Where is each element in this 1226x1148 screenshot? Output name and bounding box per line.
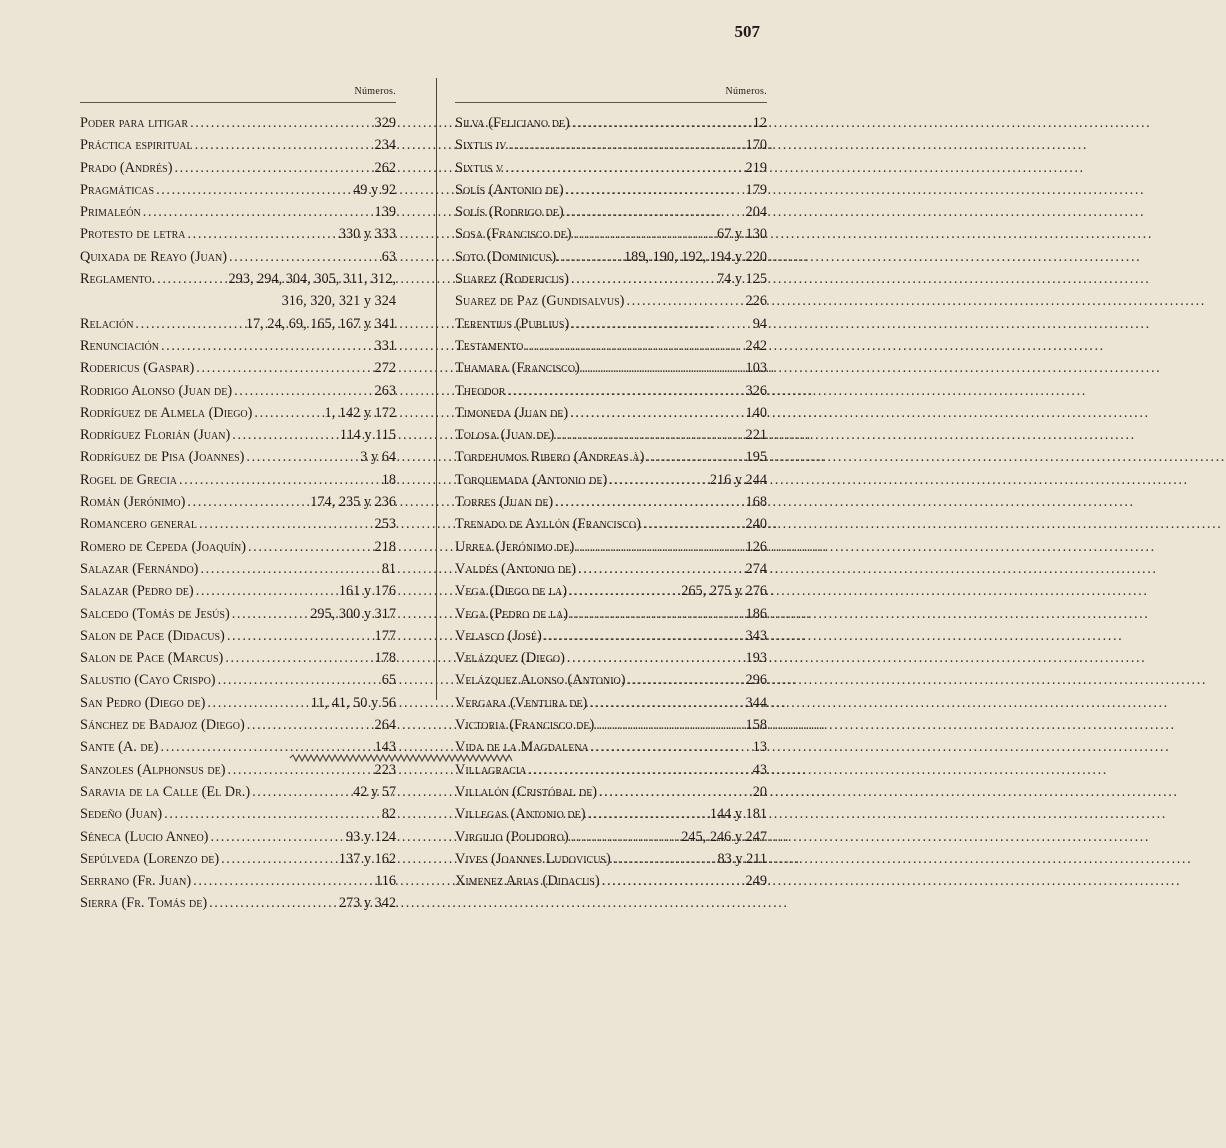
- entry-numbers: 219: [745, 159, 767, 176]
- index-entry: [80, 536, 396, 558]
- entry-name: Villagracia: [455, 761, 527, 778]
- index-entry: [455, 268, 767, 290]
- dot-leader: [252, 402, 324, 424]
- entry-numbers: 216 y 244: [709, 471, 767, 488]
- entry-numbers: 178: [374, 650, 396, 667]
- entry-numbers: 204: [745, 204, 767, 221]
- index-entry: [455, 179, 767, 201]
- index-entry: [80, 134, 396, 156]
- entry-numbers: 158: [745, 717, 767, 734]
- index-entry: [455, 223, 767, 245]
- entry-numbers: 81: [381, 560, 396, 577]
- dot-leader: [230, 603, 310, 625]
- index-entry: [80, 179, 396, 201]
- index-entry: [80, 625, 396, 647]
- dot-leader: [505, 380, 745, 402]
- entry-name: Serrano (Fr. Juan): [80, 873, 192, 890]
- index-entry: [80, 268, 396, 290]
- entry-name: Silva (Feliciano de): [455, 115, 570, 131]
- dot-leader: [526, 759, 752, 781]
- index-entry: [80, 402, 396, 424]
- entry-name: Velázquez Alonso (Antonio): [455, 672, 626, 689]
- index-entry: [455, 669, 767, 691]
- index-entry: [80, 313, 396, 335]
- entry-numbers: 195: [745, 449, 767, 466]
- index-column-left: [80, 86, 396, 915]
- entry-name: Vives (Joannes Ludovicus): [455, 850, 611, 867]
- entry-numbers: 143: [374, 739, 396, 756]
- dot-leader: [219, 848, 339, 870]
- index-entry: [80, 647, 396, 669]
- entry-numbers: 18: [381, 471, 396, 488]
- index-entry: [455, 469, 767, 491]
- entry-name: Poder para litigar: [80, 115, 189, 131]
- entry-name: Sierra (Fr. Tomás de): [80, 895, 208, 912]
- entry-numbers: 139: [374, 204, 396, 221]
- entry-name: Sosa (Francisco de): [455, 226, 572, 243]
- index-entry: [80, 580, 396, 602]
- entry-name: Rodríguez de Almela (Diego): [80, 404, 253, 421]
- index-entry: [455, 134, 767, 156]
- dot-leader: [585, 803, 709, 825]
- dot-leader: [193, 134, 375, 156]
- entry-numbers: 329: [374, 115, 396, 131]
- index-entry: [455, 647, 767, 669]
- entry-numbers: 193: [745, 650, 767, 667]
- index-entry: [80, 446, 396, 468]
- dot-leader: [177, 469, 382, 491]
- column-header: Números.: [80, 86, 396, 103]
- entry-numbers: 1, 142 y 172: [324, 404, 396, 421]
- entry-numbers: 17, 24, 69, 165, 167 y 341: [245, 315, 396, 332]
- index-entry: [455, 692, 767, 714]
- entry-numbers: 263: [374, 382, 396, 399]
- entry-numbers: 114 y 115: [339, 427, 396, 444]
- dot-leader: [194, 580, 339, 602]
- index-entry: [455, 714, 767, 736]
- index-entry: [455, 513, 767, 535]
- index-entry: [455, 781, 767, 803]
- index-entries: [80, 112, 396, 915]
- dot-leader: [250, 781, 353, 803]
- index-column-right: [455, 86, 767, 892]
- index-entry: [455, 603, 767, 625]
- entry-name: Rodrigo Alonso (Juan de): [80, 382, 233, 399]
- dot-leader: [159, 335, 375, 357]
- index-entry: [455, 580, 767, 602]
- dot-leader: [589, 736, 753, 758]
- entry-name: Protesto de letra: [80, 226, 186, 243]
- entry-numbers: 67 y 130: [716, 226, 767, 243]
- entry-name: Salon de Pace (Didacus): [80, 627, 225, 644]
- dot-leader: [188, 112, 374, 134]
- entry-numbers: 20: [752, 783, 767, 800]
- entry-name: Soto (Dominicus).: [455, 248, 560, 265]
- entry-name: Ximenez Arias (Didacus): [455, 873, 600, 890]
- dot-leader: [503, 157, 745, 179]
- index-entry: [455, 848, 767, 870]
- entry-name: Terentius (Publius): [455, 315, 570, 332]
- dot-leader: [194, 357, 374, 379]
- entry-name: Salon de Pace (Marcus): [80, 650, 224, 667]
- dot-leader: [223, 647, 374, 669]
- entry-numbers: 177: [374, 627, 396, 644]
- entry-name: Vega (Diego de la): [455, 583, 567, 600]
- entry-numbers: 265, 275 y 276: [681, 583, 767, 600]
- index-entry: [455, 157, 767, 179]
- column-header: Números.: [455, 86, 767, 103]
- index-entry: [80, 848, 396, 870]
- index-entry: [455, 357, 767, 379]
- entry-numbers: 11, 41, 50 y 56: [310, 694, 396, 711]
- entry-name: Virgilio (Polidoro): [455, 828, 569, 845]
- entry-numbers: 93 y 124: [345, 828, 396, 845]
- entry-name: Séneca (Lucio Anneo): [80, 828, 209, 845]
- entry-name: Reglamento.: [80, 271, 156, 288]
- entry-name: Testamento: [455, 337, 524, 354]
- dot-leader: [133, 313, 245, 335]
- entry-name: Rogel de Grecia: [80, 471, 177, 488]
- entry-numbers: 326: [745, 382, 767, 399]
- dot-leader: [154, 179, 353, 201]
- index-entry: [80, 803, 396, 825]
- dot-leader: [594, 714, 745, 736]
- entry-numbers: 137 y 162: [338, 850, 396, 867]
- entry-numbers: 63: [381, 248, 396, 265]
- dot-leader: [568, 603, 746, 625]
- entry-name: Romero de Cepeda (Joaquín): [80, 538, 246, 555]
- entry-name: Sánchez de Badajoz (Diego): [80, 717, 245, 734]
- dot-leader: [624, 290, 745, 312]
- entry-numbers: 116: [375, 873, 396, 890]
- entry-name: Relación: [80, 315, 134, 332]
- entry-numbers: 240: [745, 516, 767, 533]
- entry-name: Quixada de Reayo (Juan): [80, 248, 227, 265]
- dot-leader: [641, 513, 746, 535]
- dot-leader: [564, 201, 746, 223]
- index-entry: [455, 536, 767, 558]
- index-entry: [80, 469, 396, 491]
- index-entry: [80, 513, 396, 535]
- dot-leader: [580, 357, 746, 379]
- entry-name: Suarez de Paz (Gundisalvus): [455, 293, 625, 310]
- index-entry: [80, 781, 396, 803]
- entry-numbers: 161 y 176: [338, 583, 396, 600]
- entry-numbers: 223: [374, 761, 396, 778]
- dot-leader: [207, 892, 339, 914]
- index-entry: [455, 446, 767, 468]
- entry-name: Salcedo (Tomás de Jesús): [80, 605, 230, 622]
- entry-numbers: 168: [745, 494, 767, 511]
- index-entry: [455, 826, 767, 848]
- dot-leader: [185, 491, 310, 513]
- entry-name: Rodericus (Gaspar): [80, 360, 195, 377]
- entry-name: Saravia de la Calle (El Dr.): [80, 783, 251, 800]
- entry-numbers: 249: [745, 873, 767, 890]
- index-entry: [80, 424, 396, 446]
- index-entry: [80, 290, 396, 312]
- entry-numbers: 43: [752, 761, 767, 778]
- entry-numbers: 126: [745, 538, 767, 555]
- dot-leader: [597, 781, 753, 803]
- entry-name: Valdés (Antonio de): [455, 560, 577, 577]
- index-entry: [80, 357, 396, 379]
- index-entry: [455, 803, 767, 825]
- entry-name: Primaleón: [80, 204, 141, 221]
- entry-name: Vergara (Ventura de): [455, 694, 588, 711]
- dot-leader: [244, 446, 360, 468]
- entry-numbers: 186: [745, 605, 767, 622]
- dot-leader: [227, 246, 382, 268]
- entry-numbers: 262: [374, 159, 396, 176]
- index-entry: [455, 625, 767, 647]
- dot-leader: [198, 558, 381, 580]
- dot-leader: [225, 625, 375, 647]
- entry-numbers: 242: [745, 337, 767, 354]
- entry-numbers: 344: [745, 694, 767, 711]
- index-entry: [80, 201, 396, 223]
- entry-name: San Pedro (Diego de): [80, 694, 206, 711]
- entry-name: Vega (Pedro de la): [455, 605, 568, 622]
- entry-numbers: 218: [374, 538, 396, 555]
- entry-name: Práctica espiritual: [80, 137, 193, 154]
- entry-numbers: 179: [745, 181, 767, 198]
- column-divider: [436, 78, 437, 700]
- dot-leader: [162, 803, 382, 825]
- dot-leader: [611, 848, 718, 870]
- index-entry: [455, 335, 767, 357]
- dot-leader: [230, 424, 340, 446]
- index-entry: [80, 380, 396, 402]
- entry-name: Salazar (Pedro de): [80, 583, 194, 600]
- index-entry: [455, 558, 767, 580]
- entry-numbers: 3 y 64: [360, 449, 396, 466]
- index-entry: [455, 246, 767, 268]
- dot-leader: [565, 647, 746, 669]
- dot-leader: [197, 513, 375, 535]
- entry-numbers: 272: [374, 360, 396, 377]
- entry-name: Theodor: [455, 382, 506, 399]
- dot-leader: [208, 826, 346, 848]
- entry-name: Urrea (Jerónimo de): [455, 538, 575, 555]
- entry-numbers: 245, 246 y 247: [681, 828, 767, 845]
- entry-numbers: 221: [745, 427, 767, 444]
- index-entry: [80, 892, 396, 914]
- entry-numbers: 174, 235 y 236: [310, 494, 396, 511]
- dot-leader: [232, 380, 374, 402]
- dot-leader: [185, 223, 338, 245]
- entry-name: Sanzoles (Alphonsus de): [80, 761, 226, 778]
- entry-name: Velasco (José): [455, 627, 542, 644]
- entry-name: Sante (A. de): [80, 739, 159, 756]
- entry-name: Villegas (Antonio de): [455, 806, 586, 823]
- entry-numbers: 273 y 342: [338, 895, 396, 912]
- dot-leader: [216, 669, 382, 691]
- entry-numbers: 343: [745, 627, 767, 644]
- decorative-ornament: [290, 754, 512, 762]
- entry-name: Sedeño (Juan): [80, 806, 163, 823]
- entry-numbers: 13: [752, 739, 767, 756]
- index-entry: [80, 870, 396, 892]
- dot-leader: [567, 580, 681, 602]
- entry-numbers: 264: [374, 717, 396, 734]
- entry-numbers: 330 y 333: [338, 226, 396, 243]
- dot-leader: [173, 157, 375, 179]
- entry-numbers: 12: [752, 115, 767, 131]
- dot-leader: [568, 402, 745, 424]
- entry-name: Victoria (Francisco de): [455, 717, 595, 734]
- entry-numbers: 82: [381, 806, 396, 823]
- dot-leader: [569, 268, 717, 290]
- entry-name: Villalón (Cristóbal de): [455, 783, 598, 800]
- entry-name: Trenado de Ayllón (Francisco): [455, 516, 641, 533]
- index-entry: [80, 669, 396, 691]
- dot-leader: [554, 424, 745, 446]
- entry-numbers: 42 y 57: [353, 783, 396, 800]
- dot-leader: [523, 335, 745, 357]
- entry-numbers: 49 y 92: [353, 181, 396, 198]
- entry-numbers: 331: [374, 337, 396, 354]
- entry-numbers: 144 y 181: [709, 806, 767, 823]
- entry-numbers: 65: [381, 672, 396, 689]
- entry-numbers: 253: [374, 516, 396, 533]
- entry-numbers: 103: [745, 360, 767, 377]
- dot-leader: [560, 246, 624, 268]
- dot-leader: [507, 134, 746, 156]
- entry-name: Salustio (Cayo Crispo): [80, 672, 216, 689]
- index-entry: [455, 424, 767, 446]
- entry-numbers: 83 y 211: [717, 850, 767, 867]
- entry-name: Tolosa (Juan de): [455, 427, 555, 444]
- entry-numbers: 189, 190, 192, 194 y 220: [624, 248, 767, 265]
- page-number: 507: [734, 22, 760, 41]
- entry-numbers: 226: [745, 293, 767, 310]
- dot-leader: [600, 870, 746, 892]
- dot-leader: [155, 268, 228, 290]
- entry-name: Suarez (Rodericus): [455, 271, 569, 288]
- entry-name: Sixtus v: [455, 159, 504, 176]
- index-entry: [80, 491, 396, 513]
- entry-numbers: 295, 300 y 317: [310, 605, 396, 622]
- index-entries: [455, 112, 767, 892]
- index-entry: [455, 112, 767, 134]
- index-entry: [80, 603, 396, 625]
- dot-leader: [626, 669, 746, 691]
- index-entry: [80, 558, 396, 580]
- dot-leader: [570, 112, 753, 134]
- dot-leader: [644, 446, 745, 468]
- entry-numbers: 296: [745, 672, 767, 689]
- index-entry: [80, 714, 396, 736]
- entry-numbers: 140: [745, 404, 767, 421]
- entry-name: Romancero general: [80, 516, 197, 533]
- dot-leader: [205, 692, 310, 714]
- entry-name: Pragmáticas: [80, 181, 155, 198]
- entry-name: Torres (Juan de): [455, 494, 554, 511]
- entry-numbers: 293, 294, 304, 305, 311, 312,: [228, 271, 396, 288]
- index-entry: [80, 223, 396, 245]
- index-entry: [455, 380, 767, 402]
- dot-leader: [246, 536, 375, 558]
- entry-name: Vida de la Magdalena: [455, 739, 589, 756]
- entry-numbers: 316, 320, 321 y 324: [281, 293, 396, 310]
- entry-name: Solís (Rodrigo de): [455, 204, 564, 221]
- entry-name: Salazar (Fernándo): [80, 560, 199, 577]
- index-entry: [455, 870, 767, 892]
- index-entry: [80, 246, 396, 268]
- entry-name: Rodríguez de Pisa (Joannes): [80, 449, 245, 466]
- dot-leader: [141, 201, 375, 223]
- index-entry: [455, 290, 767, 312]
- entry-numbers: 274: [745, 560, 767, 577]
- entry-name: Timoneda (Juan de): [455, 404, 569, 421]
- index-entry: [455, 313, 767, 335]
- index-entry: [455, 491, 767, 513]
- entry-numbers: 234: [374, 137, 396, 154]
- dot-leader: [553, 491, 745, 513]
- index-entry: [80, 157, 396, 179]
- entry-name: Velázquez (Diego): [455, 650, 565, 667]
- entry-name: Sepúlveda (Lorenzo de): [80, 850, 220, 867]
- entry-numbers: 170: [745, 137, 767, 154]
- index-entry: [80, 112, 396, 134]
- dot-leader: [191, 870, 375, 892]
- entry-numbers: 94: [752, 315, 767, 332]
- dot-leader: [569, 826, 682, 848]
- entry-name: Prado (Andrés): [80, 159, 173, 176]
- entry-name: Tordehumos Ribero (Andreas à): [455, 449, 645, 466]
- entry-name: Thamara (Francisco): [455, 360, 580, 377]
- dot-leader: [571, 223, 716, 245]
- entry-numbers: 74 y 125: [716, 271, 767, 288]
- entry-name: Rodríguez Florián (Juan): [80, 427, 231, 444]
- dot-leader: [574, 536, 745, 558]
- index-entry: [455, 402, 767, 424]
- index-entry: [80, 826, 396, 848]
- dot-leader: [542, 625, 746, 647]
- entry-name: Román (Jerónimo): [80, 494, 186, 511]
- dot-leader: [245, 714, 375, 736]
- dot-leader: [569, 313, 752, 335]
- dot-leader: [607, 469, 710, 491]
- dot-leader: [587, 692, 745, 714]
- entry-name: Torquemada (Antonio de): [455, 471, 608, 488]
- dot-leader: [576, 558, 746, 580]
- index-entry: [455, 201, 767, 223]
- dot-leader: [564, 179, 746, 201]
- index-entry: [80, 692, 396, 714]
- index-entry: [80, 335, 396, 357]
- entry-name: Renunciación: [80, 337, 159, 354]
- entry-name: Solís (Antonio de): [455, 181, 564, 198]
- entry-name: Sixtus iv: [455, 137, 507, 154]
